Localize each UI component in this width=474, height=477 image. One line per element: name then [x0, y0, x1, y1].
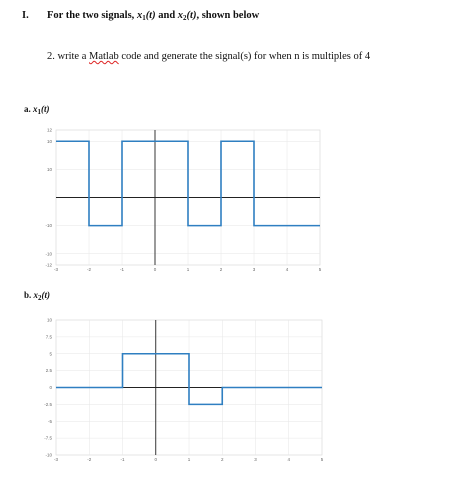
- x-tick-label: 1: [186, 267, 190, 272]
- x-tick-label: 5: [318, 267, 322, 272]
- q1-prefix: For the two signals,: [47, 10, 137, 21]
- y-tick-label: 2.5: [45, 368, 52, 374]
- question-number: I.: [22, 10, 29, 21]
- part-b-arg: (t): [41, 290, 51, 300]
- q2-matlab: Matlab: [89, 51, 119, 62]
- q1-t2: (t): [186, 10, 197, 21]
- y-tick-label: 5: [49, 351, 52, 357]
- part-b-sub: 2: [38, 294, 42, 302]
- x-tick-label: -1: [120, 457, 125, 462]
- x-tick-label: -2: [86, 267, 92, 272]
- q1-suffix: , shown below: [196, 10, 260, 21]
- y-tick-label: 10: [46, 166, 52, 172]
- q1-x2-sub: 2: [183, 14, 187, 22]
- x-tick-label: 0: [154, 457, 158, 462]
- part-a-arg: (t): [41, 104, 50, 114]
- y-tick-label: 7.5: [45, 334, 52, 340]
- q1-x1: x: [136, 10, 143, 21]
- x-tick-label: 3: [252, 267, 256, 272]
- y-tick-label: -5: [47, 418, 52, 424]
- y-tick-label: -10: [45, 251, 52, 257]
- part-b-var: x: [33, 290, 39, 300]
- part-a-letter: a.: [24, 104, 31, 114]
- x-tick-label: 0: [153, 267, 157, 272]
- x-tick-label: 4: [287, 457, 291, 462]
- x-tick-label: -3: [53, 457, 59, 462]
- y-tick-label: -7.5: [44, 435, 52, 441]
- x-tick-label: -1: [119, 267, 125, 272]
- x-tick-label: 5: [320, 457, 324, 462]
- y-tick-label: -12: [45, 262, 52, 268]
- y-tick-label: 0: [49, 385, 52, 390]
- q1-t1: (t): [145, 10, 156, 21]
- q1-and: and: [155, 10, 178, 21]
- y-tick-label: -2.5: [44, 401, 52, 407]
- x-tick-label: -2: [87, 457, 92, 462]
- q1-x1-sub: 1: [142, 14, 146, 22]
- x-tick-label: -3: [53, 267, 59, 272]
- part-a-var: x: [33, 104, 38, 114]
- part-b-letter: b.: [24, 290, 32, 300]
- x-tick-label: 4: [285, 267, 289, 272]
- x-tick-label: 3: [254, 457, 257, 462]
- part-a-sub: 1: [37, 108, 41, 116]
- x-tick-label: 2: [219, 267, 223, 272]
- q1-x2: x: [177, 10, 184, 21]
- y-tick-label: 10: [46, 138, 52, 144]
- y-tick-label: 10: [46, 317, 52, 323]
- y-tick-label: -10: [45, 452, 52, 458]
- x-tick-label: 1: [187, 457, 191, 462]
- x-tick-label: 2: [220, 457, 224, 462]
- q2-suffix: code and generate the signal(s) for when n is multiples of 4: [118, 51, 371, 62]
- y-tick-label: -10: [45, 223, 52, 229]
- y-tick-label: 12: [46, 127, 52, 133]
- q2-prefix: 2. write a: [47, 51, 89, 62]
